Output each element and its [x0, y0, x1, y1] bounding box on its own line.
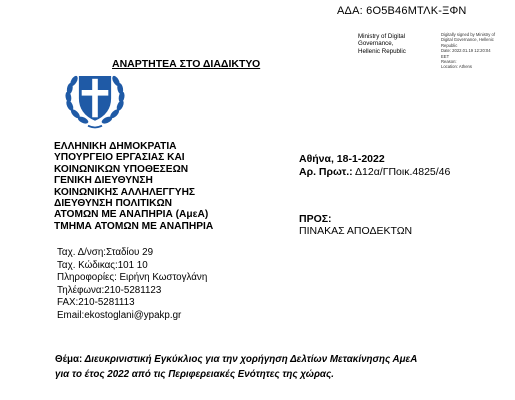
signature-detail-line: Republic	[441, 42, 458, 48]
organization-line: ΚΟΙΝΩΝΙΚΩΝ ΥΠΟΘΕΣΕΩΝ	[54, 163, 189, 175]
posting-heading: ΑΝΑΡΤΗΤΕΑ ΣΤΟ ΔΙΑΔΙΚΤΥΟ	[112, 58, 261, 70]
organization-line: ΤΜΗΜΑ ΑΤΟΜΩΝ ΜΕ ΑΝΑΠΗΡΙΑ	[54, 220, 214, 232]
subject-line	[55, 352, 417, 367]
organization-line: ΚΟΙΝΩΝΙΚΗΣ ΑΛΛΗΛΕΓΓΥΗΣ	[54, 186, 196, 198]
contact-details	[57, 247, 207, 322]
protocol-number	[299, 166, 450, 178]
document-date: Αθήνα, 18-1-2022	[299, 153, 385, 165]
signature-detail-line: Reason:	[441, 59, 457, 65]
protocol-label: Αρ. Πρωτ.:	[299, 166, 353, 178]
contact-fax: FAX:210-5281113	[57, 297, 135, 308]
recipient-value: ΠΙΝΑΚΑΣ ΑΠΟΔΕΚΤΩΝ	[299, 225, 413, 237]
signature-detail-line: Digital Governance, Hellenic	[441, 37, 494, 43]
signer-line: Governance,	[358, 40, 394, 48]
subject-label: Θέμα:	[55, 354, 83, 365]
contact-postcode: Ταχ. Κώδικας:101 10	[57, 259, 148, 271]
contact-address: Ταχ. Δ/νση:Σταδίου 29	[57, 247, 154, 258]
contact-email: Email:ekostoglani@ypakp.gr	[57, 309, 182, 321]
document-subject	[55, 352, 417, 382]
subject-text: Διευκρινιστική Εγκύκλιος για την χορήγηση Δελτίων Μετακίνησης ΑμεΑ	[82, 354, 418, 365]
digital-signature-signer	[358, 33, 440, 55]
digital-signature-details	[441, 32, 513, 70]
signer-line: Ministry of Digital	[358, 33, 406, 40]
contact-person: Πληροφορίες: Ειρήνη Κωστογλάνη	[57, 272, 208, 283]
recipient-label: ΠΡΟΣ:	[299, 213, 332, 225]
signer-line: Hellenic Republic	[358, 47, 406, 55]
organization-line: ΥΠΟΥΡΓΕΙΟ ΕΡΓΑΣΙΑΣ ΚΑΙ	[54, 152, 185, 164]
signature-detail-line: Digitally signed by Ministry of	[441, 32, 495, 37]
signature-detail-line: EET	[441, 53, 450, 59]
protocol-value: Δ12α/ΓΠοικ.4825/46	[352, 166, 451, 178]
signature-detail-line: Location: Athens	[441, 64, 472, 70]
subject-line: για το έτος 2022 από τις Περιφερειακές Ενότητες της χώρας.	[55, 369, 334, 380]
contact-phone: Τηλέφωνα:210-5281123	[57, 284, 162, 296]
ada-code: ΑΔΑ: 6Ο5Β46ΜΤΛΚ-ΞΦΝ	[337, 5, 467, 17]
organization-line: ΔΙΕΥΘΥΝΣΗ ΠΟΛΙΤΙΚΩΝ	[54, 198, 173, 210]
organization-line: ΕΛΛΗΝΙΚΗ ΔΗΜΟΚΡΑΤΙΑ	[54, 141, 177, 152]
signature-detail-line: Date: 2022.01.19 12:20:04	[441, 48, 491, 54]
issuing-organization	[54, 141, 213, 232]
greek-coat-of-arms-icon	[60, 62, 130, 132]
organization-line: ΑΤΟΜΩΝ ΜΕ ΑΝΑΠΗΡΙΑ (ΑμεΑ)	[54, 209, 209, 221]
organization-line: ΓΕΝΙΚΗ ΔΙΕΥΘΥΝΣΗ	[54, 175, 153, 187]
